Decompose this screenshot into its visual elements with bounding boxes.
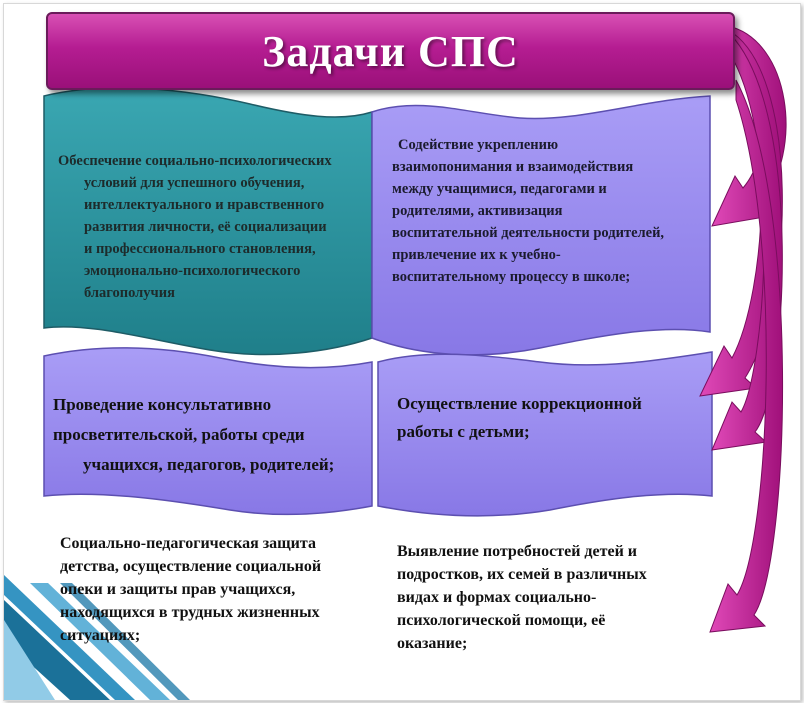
task-box-2-text [392, 134, 712, 288]
task-text-5 [60, 532, 370, 647]
task-box-4-text [397, 390, 697, 446]
task-2-line: воспитательному процессу в школе; [392, 269, 631, 285]
task-2-line: взаимопонимания и взаимодействия [392, 159, 634, 175]
task-1-line: условий для успешного обучения, [84, 175, 305, 191]
task-2-line: родителями, активизация [392, 203, 563, 219]
curved-arrows [700, 26, 786, 632]
page-title: Задачи СПС [262, 26, 519, 76]
task-1-line: эмоционально-психологического [84, 263, 301, 279]
task-2-line: между учащимися, педагогами и [392, 181, 607, 197]
task-1-line: развития личности, её социализации [84, 219, 327, 235]
task-6-line: оказание; [397, 635, 468, 652]
task-text-6 [397, 540, 697, 655]
task-5-line: опеки и защиты прав учащихся, [60, 581, 296, 598]
task-2-line: воспитательной деятельности родителей, [392, 225, 665, 241]
task-6-line: Выявление потребностей детей и [397, 543, 638, 560]
task-5-line: ситуациях; [60, 627, 141, 644]
task-1-line: и профессионального становления, [84, 241, 316, 257]
task-box-1-text [58, 150, 368, 304]
task-box-3-text [53, 390, 368, 480]
task-1-line: интеллектуального и нравственного [84, 197, 325, 213]
task-6-line: подростков, их семей в различных [397, 566, 647, 583]
title-banner [46, 12, 735, 90]
task-5-line: находящихся в трудных жизненных [60, 604, 320, 621]
task-1-line: благополучия [84, 285, 175, 301]
task-6-line: психологической помощи, её [397, 612, 606, 629]
task-5-line: детства, осуществление социальной [60, 558, 322, 575]
task-5-line: Социально-педагогическая защита [60, 535, 316, 552]
task-3-line: Проведение консультативно [53, 395, 272, 414]
task-2-line: Содействие укреплению [398, 137, 559, 153]
task-4-line: работы с детьми; [397, 422, 530, 441]
task-3-line: просветительской, работы среди [53, 425, 305, 444]
task-1-line: Обеспечение социально-психологических [58, 153, 332, 169]
task-2-line: привлечение их к учебно- [392, 247, 561, 263]
task-3-line: учащихся, педагогов, родителей; [83, 455, 335, 474]
task-6-line: видах и формах социально- [397, 589, 597, 606]
task-4-line: Осуществление коррекционной [397, 394, 642, 413]
